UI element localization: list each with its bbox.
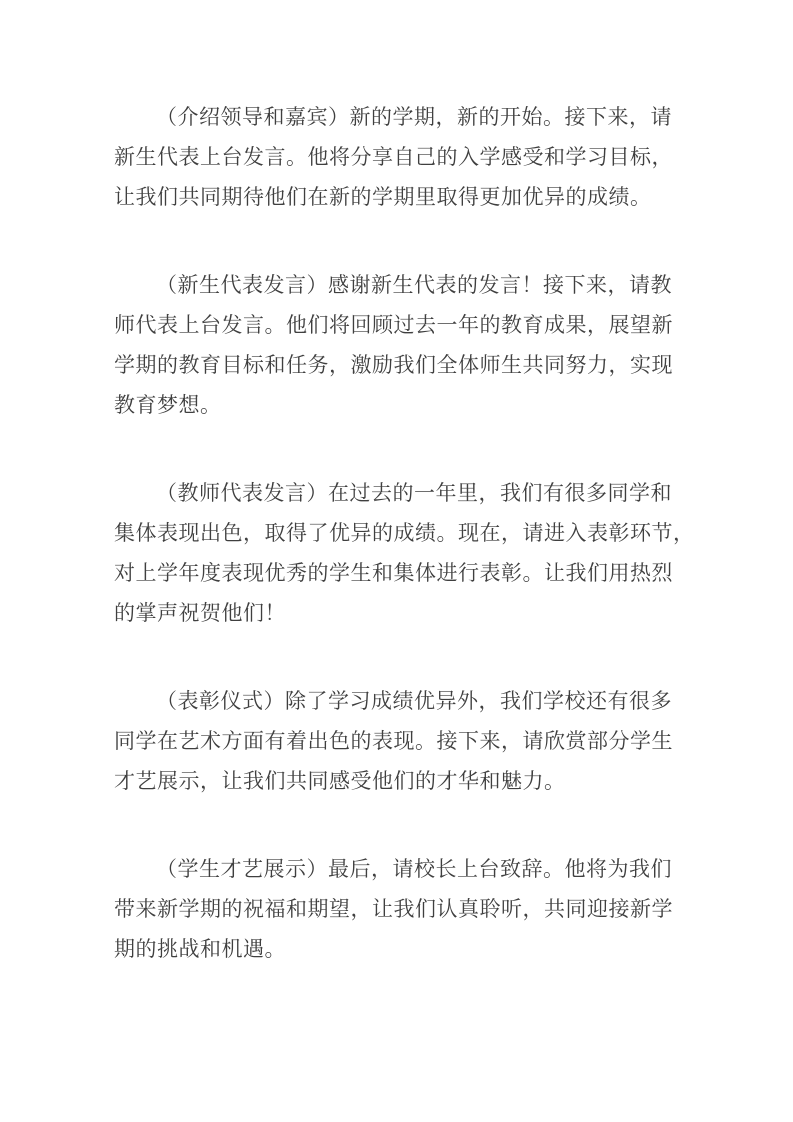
text-line: 师代表上台发言。他们将回顾过去一年的教育成果，展望新 [114, 313, 673, 337]
text-line: （教师代表发言）在过去的一年里，我们有很多同学和 [156, 481, 672, 505]
text-line: 同学在艺术方面有着出色的表现。接下来，请欣赏部分学生 [114, 729, 673, 753]
paragraph [114, 97, 703, 217]
text-line: （学生才艺展示）最后，请校长上台致辞。他将为我们 [156, 857, 672, 881]
text-line: 教育梦想。 [114, 393, 222, 417]
text-line: 集体表现出色，取得了优异的成绩。现在，请进入表彰环节， [114, 521, 695, 545]
paragraph [114, 265, 703, 425]
text-line: 期的挑战和机遇。 [114, 937, 286, 961]
paragraph [114, 473, 703, 633]
paragraph [114, 681, 703, 801]
paragraph [114, 849, 703, 969]
text-line: （介绍领导和嘉宾）新的学期，新的开始。接下来，请 [156, 105, 672, 129]
text-line: 带来新学期的祝福和期望，让我们认真聆听，共同迎接新学 [114, 897, 673, 921]
text-line: 新生代表上台发言。他将分享自己的入学感受和学习目标， [114, 145, 673, 169]
text-line: （表彰仪式）除了学习成绩优异外，我们学校还有很多 [156, 689, 672, 713]
text-line: 让我们共同期待他们在新的学期里取得更加优异的成绩。 [114, 185, 652, 209]
text-line: 对上学年度表现优秀的学生和集体进行表彰。让我们用热烈 [114, 561, 673, 585]
text-line: 学期的教育目标和任务，激励我们全体师生共同努力，实现 [114, 353, 673, 377]
text-line: （新生代表发言）感谢新生代表的发言！接下来，请教 [156, 273, 672, 297]
text-line: 的掌声祝贺他们！ [114, 601, 286, 625]
text-line: 才艺展示，让我们共同感受他们的才华和魅力。 [114, 769, 566, 793]
